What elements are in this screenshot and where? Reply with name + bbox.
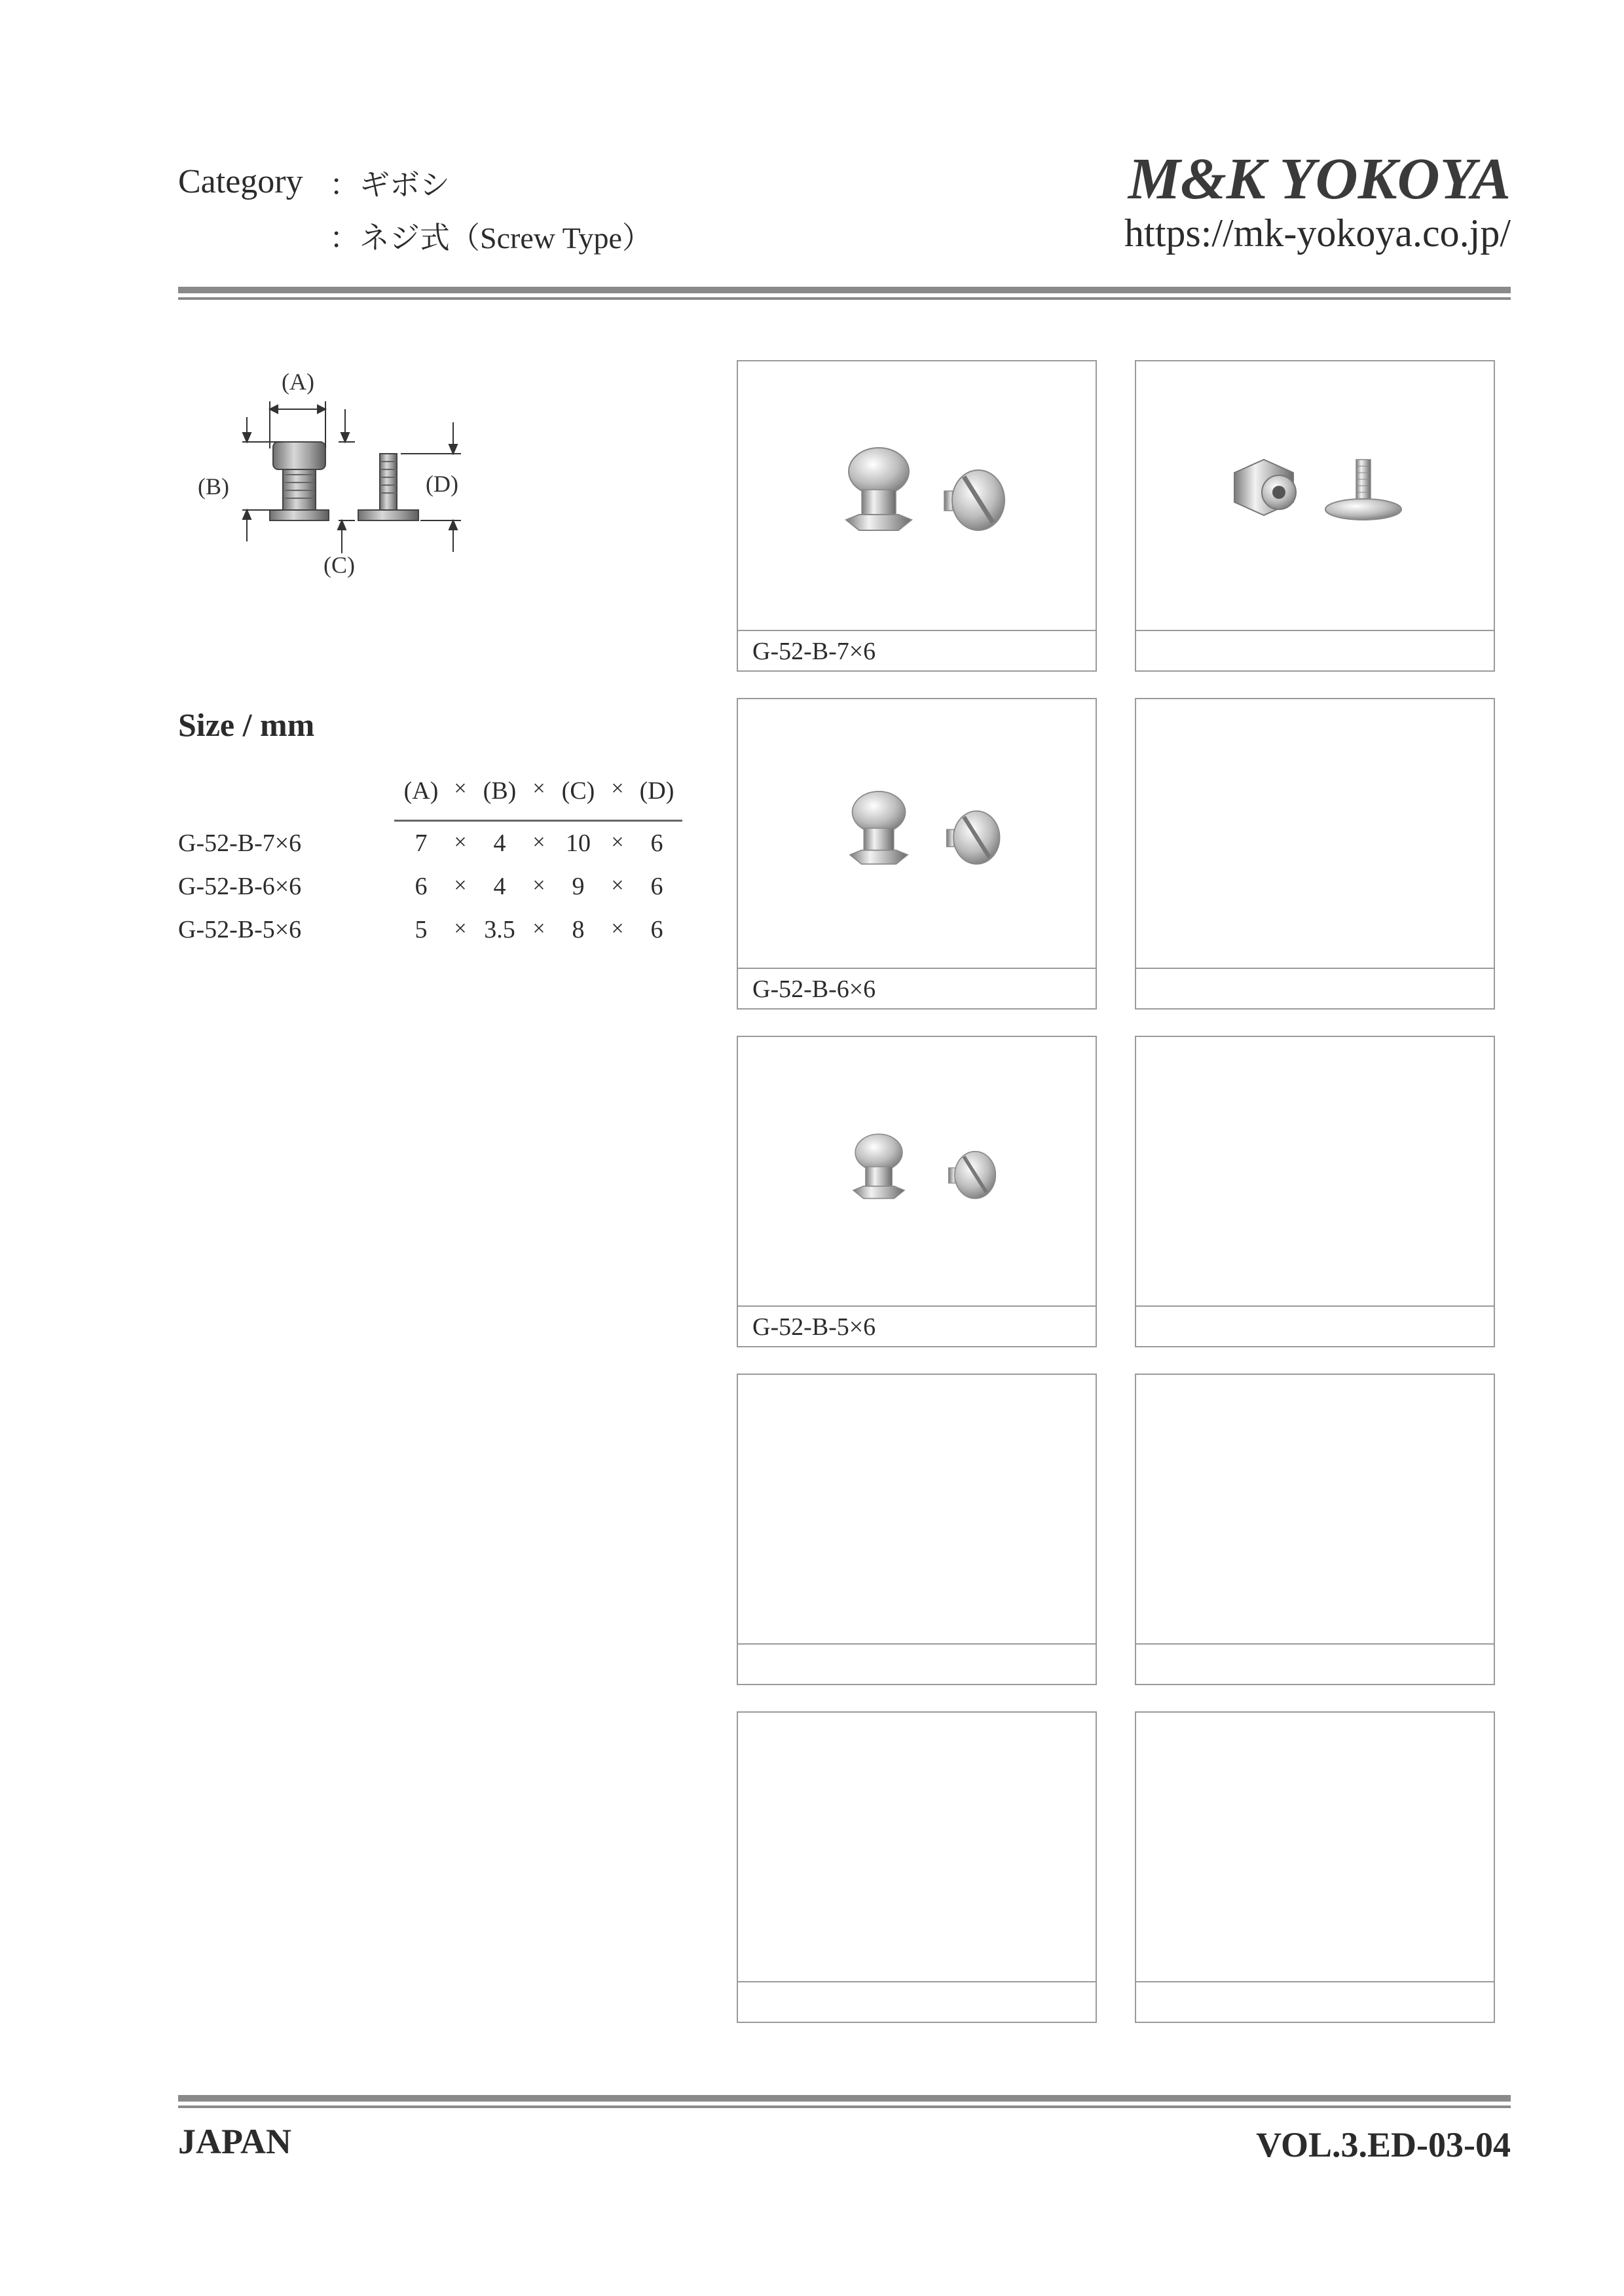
size-cell: 9 (572, 873, 585, 900)
size-separator: × (454, 917, 467, 941)
size-cell: 6 (650, 916, 663, 943)
stud-part (270, 442, 329, 520)
header-c: (C) (561, 777, 595, 805)
product-caption (738, 1981, 1096, 2022)
size-cell: 6 (650, 873, 663, 900)
product-image (1136, 361, 1494, 631)
product-card (1135, 360, 1495, 672)
size-cell: 8 (572, 916, 585, 943)
size-cell: 6 (415, 873, 428, 900)
product-card (737, 360, 1097, 672)
slotted-screw (944, 470, 1005, 530)
product-card (737, 1374, 1097, 1685)
size-separator: × (532, 830, 545, 854)
dimension-diagram (178, 357, 492, 592)
dimension-diagram-svg (178, 357, 492, 592)
size-cell: 5 (415, 916, 428, 943)
empty-image-slot (1136, 1037, 1494, 1307)
slotted-screw (947, 811, 1000, 864)
header-divider-thin (178, 297, 1511, 300)
stud-head (850, 792, 908, 864)
empty-image-slot (738, 1375, 1096, 1645)
table-header-rule (394, 820, 682, 822)
empty-image-slot (1136, 699, 1494, 969)
product-card (737, 698, 1097, 1010)
stud-head (846, 448, 912, 530)
size-row-code: G-52-B-6×6 (178, 873, 302, 900)
header-b: (B) (483, 777, 517, 805)
screw-part (358, 454, 418, 520)
product-image (738, 1037, 1096, 1307)
category-value-screw-type: ：ネジ式（Screw Type） (329, 221, 652, 255)
header-sep-1: × (454, 776, 467, 801)
product-caption (1136, 1981, 1494, 2022)
product-caption (1136, 630, 1494, 670)
size-cell: 4 (493, 829, 506, 857)
category-value-gibosi: ：ギボシ (329, 168, 450, 202)
size-separator: × (532, 917, 545, 941)
product-caption (1136, 968, 1494, 1008)
product-card (1135, 698, 1495, 1010)
header-divider-thick (178, 287, 1511, 293)
product-card (737, 1036, 1097, 1347)
slotted-screw (949, 1152, 996, 1199)
header-a: (A) (403, 777, 439, 805)
hex-nut-back (1234, 460, 1296, 515)
product-card (1135, 1036, 1495, 1347)
size-cell: 4 (493, 873, 506, 900)
header-sep-3: × (611, 776, 624, 801)
diagram-label-d: (D) (426, 471, 458, 497)
diagram-label-a: (A) (282, 369, 314, 395)
website-link[interactable]: https://mk-yokoya.co.jp/ (1124, 211, 1511, 255)
product-caption (738, 1643, 1096, 1684)
empty-image-slot (1136, 1713, 1494, 1982)
footer-divider-thin (178, 2105, 1511, 2108)
product-image (738, 699, 1096, 969)
footer-country: JAPAN (178, 2122, 291, 2161)
product-caption: G-52-B-7×6 (738, 630, 1096, 670)
screw-standing (1325, 460, 1401, 520)
diagram-label-c: (C) (323, 552, 355, 578)
size-cell: 10 (566, 829, 591, 857)
diagram-label-b: (B) (198, 473, 229, 500)
size-separator: × (611, 830, 624, 854)
size-title: Size / mm (178, 706, 315, 743)
size-row-code: G-52-B-7×6 (178, 829, 302, 857)
footer-volume: VOL.3.ED-03-04 (1256, 2125, 1511, 2164)
size-cell: 6 (650, 829, 663, 857)
size-separator: × (532, 873, 545, 898)
size-cell: 7 (415, 829, 428, 857)
size-separator: × (454, 830, 467, 854)
header-sep-2: × (532, 776, 545, 801)
size-row-code: G-52-B-5×6 (178, 916, 302, 943)
size-separator: × (611, 873, 624, 898)
product-caption (1136, 1643, 1494, 1684)
header-d: (D) (639, 777, 674, 805)
product-caption (1136, 1305, 1494, 1346)
empty-image-slot (1136, 1375, 1494, 1645)
brand-name: M&K YOKOYA (1128, 147, 1511, 211)
size-separator: × (454, 873, 467, 898)
product-image (738, 361, 1096, 631)
product-card (737, 1711, 1097, 2023)
empty-image-slot (738, 1713, 1096, 1982)
footer-divider-thick (178, 2095, 1511, 2102)
size-separator: × (611, 917, 624, 941)
size-cell: 3.5 (484, 916, 515, 943)
category-label: Category (178, 163, 303, 200)
product-caption: G-52-B-6×6 (738, 968, 1096, 1008)
stud-head (853, 1134, 904, 1198)
product-card (1135, 1374, 1495, 1685)
product-card (1135, 1711, 1495, 2023)
product-caption: G-52-B-5×6 (738, 1305, 1096, 1346)
